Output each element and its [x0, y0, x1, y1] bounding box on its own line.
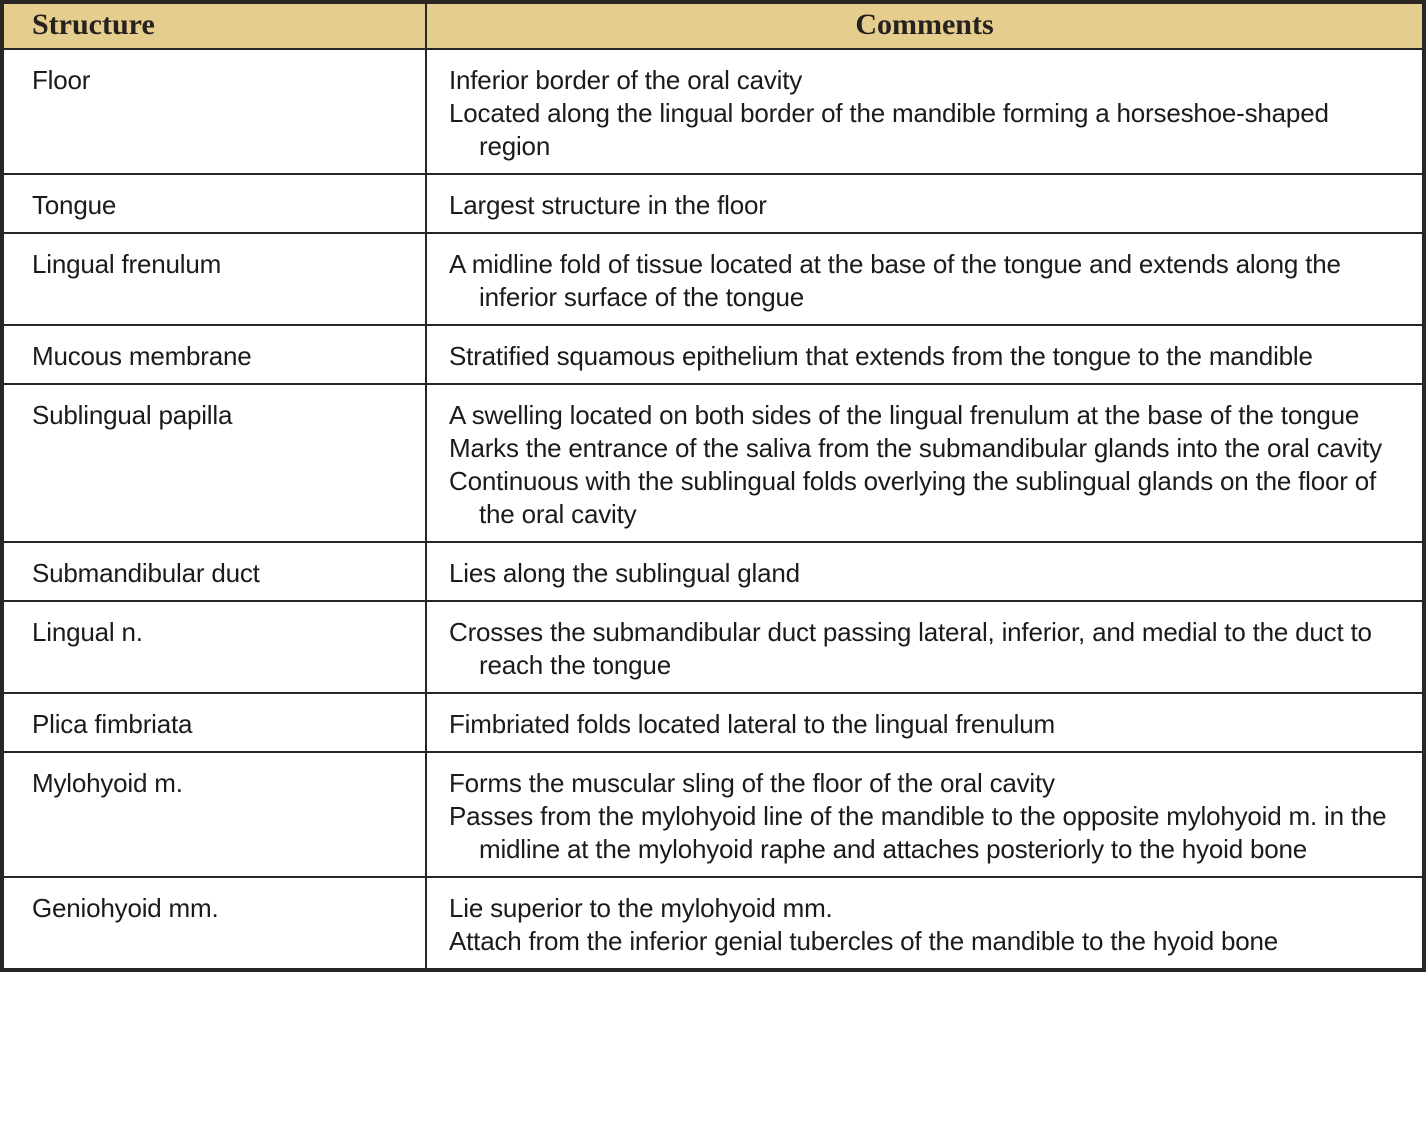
- structure-cell: [2, 174, 426, 233]
- structure-label: Mylohyoid m.: [32, 768, 183, 798]
- structure-label: Mucous membrane: [32, 341, 252, 371]
- comments-cell: [426, 174, 1424, 233]
- header-row: [2, 2, 1424, 49]
- structure-cell: [2, 693, 426, 752]
- comments-cell: [426, 601, 1424, 693]
- comment-text: Attach from the inferior genial tubercles of the mandible to the hyoid bone: [449, 926, 1279, 956]
- comments-cell: [426, 384, 1424, 542]
- comment-text: Stratified squamous epithelium that extends from the tongue to the mandible: [449, 341, 1313, 371]
- comment-text: Fimbriated folds located lateral to the lingual frenulum: [449, 709, 1055, 739]
- table-row-lingual-frenulum: [2, 233, 1424, 325]
- structure-label: Floor: [32, 65, 91, 95]
- table-row-lingual-n: [2, 601, 1424, 693]
- table-row-floor: [2, 49, 1424, 174]
- comment-text: Passes from the mylohyoid line of the mandible to the opposite mylohyoid m. in the midline at the mylohyoid raphe and attaches posteriorly to the hyoid bone: [449, 801, 1387, 864]
- comment-text: Largest structure in the floor: [449, 190, 767, 220]
- comments-cell: [426, 49, 1424, 174]
- table-row-geniohyoid-mm: [2, 877, 1424, 970]
- comments-cell: [426, 877, 1424, 970]
- comment-text: A swelling located on both sides of the lingual frenulum at the base of the tongue: [449, 400, 1360, 430]
- structure-label: Submandibular duct: [32, 558, 260, 588]
- structure-cell: [2, 49, 426, 174]
- comment-text: Forms the muscular sling of the floor of the oral cavity: [449, 768, 1055, 798]
- comment-text: Marks the entrance of the saliva from the submandibular glands into the oral cavity: [449, 433, 1382, 463]
- comment-text: Located along the lingual border of the mandible forming a horseshoe-shaped region: [449, 98, 1329, 161]
- column-header-comments: Comments: [426, 2, 1424, 49]
- comments-cell: [426, 693, 1424, 752]
- comments-cell: [426, 542, 1424, 601]
- structure-cell: [2, 542, 426, 601]
- comment-text: A midline fold of tissue located at the base of the tongue and extends along the inferior surface of the tongue: [449, 249, 1341, 312]
- structure-label: Lingual n.: [32, 617, 143, 647]
- table-row-mucous-membrane: [2, 325, 1424, 384]
- table-row-mylohyoid-m: [2, 752, 1424, 877]
- comments-cell: [426, 325, 1424, 384]
- structure-cell: [2, 601, 426, 693]
- table-row-sublingual-papilla: [2, 384, 1424, 542]
- comments-cell: [426, 752, 1424, 877]
- comment-text: Lie superior to the mylohyoid mm.: [449, 893, 833, 923]
- table-row-tongue: [2, 174, 1424, 233]
- structure-label: Tongue: [32, 190, 117, 220]
- structure-cell: [2, 325, 426, 384]
- structure-label: Sublingual papilla: [32, 400, 233, 430]
- comment-text: Inferior border of the oral cavity: [449, 65, 803, 95]
- structure-cell: [2, 233, 426, 325]
- comments-cell: [426, 233, 1424, 325]
- structure-cell: [2, 752, 426, 877]
- table-row-submandibular-duct: [2, 542, 1424, 601]
- structure-label: Geniohyoid mm.: [32, 893, 219, 923]
- structure-label: Lingual frenulum: [32, 249, 222, 279]
- table-row-plica-fimbriata: [2, 693, 1424, 752]
- comment-text: Crosses the submandibular duct passing lateral, inferior, and medial to the duct to reach the tongue: [449, 617, 1372, 680]
- comment-text: Lies along the sublingual gland: [449, 558, 800, 588]
- structure-cell: [2, 384, 426, 542]
- structure-cell: [2, 877, 426, 970]
- structure-label: Plica fimbriata: [32, 709, 193, 739]
- column-header-structure: Structure: [2, 2, 426, 49]
- comment-text: Continuous with the sublingual folds overlying the sublingual glands on the floor of the oral cavity: [449, 466, 1377, 529]
